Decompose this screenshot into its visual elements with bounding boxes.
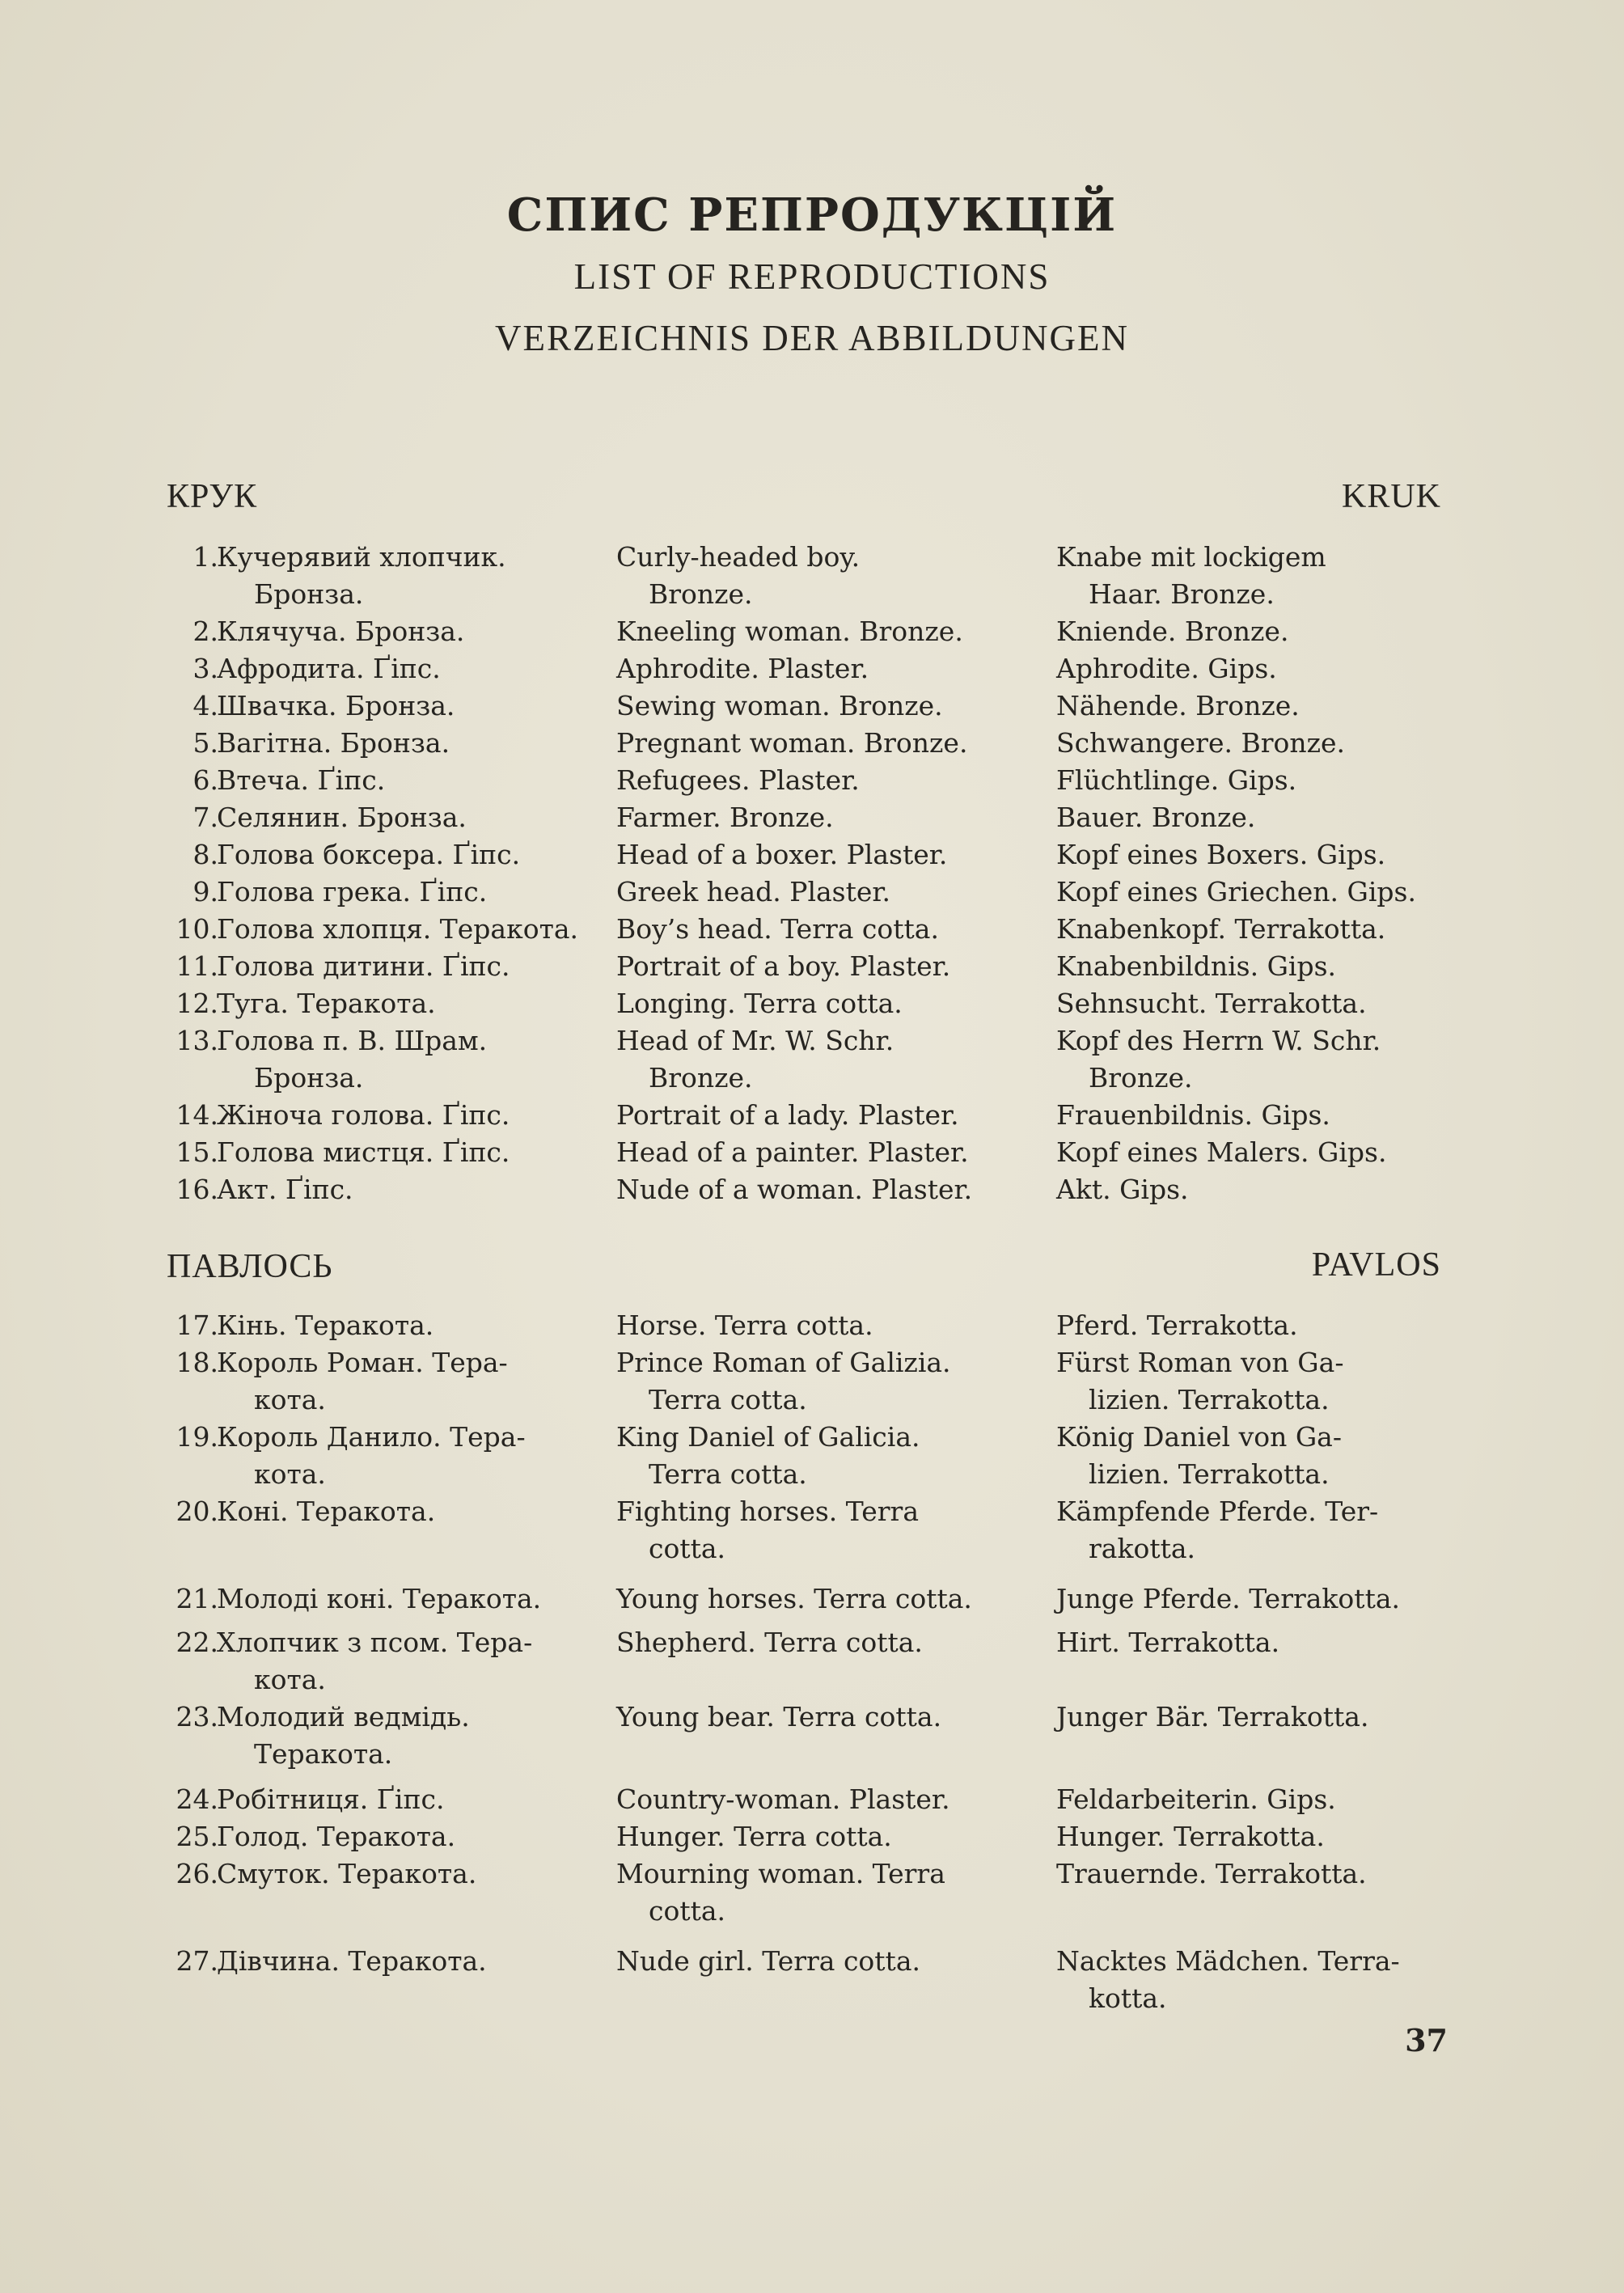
entry-title-ukrainian xyxy=(217,1344,508,1419)
entry-text-line: Nähende. Bronze. xyxy=(1056,690,1300,721)
item-number: 4. xyxy=(192,690,218,721)
entry-text-line: Trauernde. Terrakotta. xyxy=(1056,1858,1367,1889)
entry-text-line: Hunger. Terrakotta. xyxy=(1056,1821,1325,1852)
entry-text-line: кота. xyxy=(254,1458,326,1490)
entry-title-german xyxy=(1056,1171,1189,1208)
entry-title-german xyxy=(1056,1307,1298,1344)
entry-title-ukrainian xyxy=(217,836,520,874)
entry-title-german xyxy=(1056,1580,1400,1618)
entry-text-line: Prince Roman of Galizia. xyxy=(616,1347,951,1378)
entry-text-line: Голова боксера. Ґіпс. xyxy=(217,839,521,870)
entry-text-line: Смуток. Теракота. xyxy=(217,1858,477,1889)
entry-text-line: Коні. Теракота. xyxy=(217,1496,436,1527)
entry-title-german xyxy=(1056,539,1326,613)
item-number: 15. xyxy=(176,1136,218,1168)
entry-text-line: Bronze. xyxy=(649,1062,753,1094)
entry-title-english xyxy=(616,725,967,762)
entry-text-line: Робітниця. Ґіпс. xyxy=(217,1783,445,1815)
item-number: 1. xyxy=(192,541,218,573)
entry-title-ukrainian xyxy=(217,1699,470,1773)
entry-text-line: Голова дитини. Ґіпс. xyxy=(217,950,510,982)
item-number: 18. xyxy=(176,1347,218,1378)
entry-title-german xyxy=(1056,650,1277,687)
item-number: 16. xyxy=(176,1174,218,1205)
entry-title-english xyxy=(616,687,943,725)
entry-title-ukrainian xyxy=(217,650,441,687)
entry-title-english xyxy=(616,1580,972,1618)
entry-text-line: Aphrodite. Gips. xyxy=(1056,653,1277,684)
item-number: 13. xyxy=(176,1025,218,1056)
item-number: 21. xyxy=(176,1583,218,1614)
entry-title-german xyxy=(1056,1781,1336,1818)
entry-text-line: Knabe mit lockigem xyxy=(1056,541,1326,573)
entry-title-ukrainian xyxy=(217,911,578,948)
entry-text-line: Head of Mr. W. Schr. xyxy=(616,1025,894,1056)
entry-title-english xyxy=(616,948,950,985)
entry-text-line: Акт. Ґіпс. xyxy=(217,1174,353,1205)
entry-text-line: Young horses. Terra cotta. xyxy=(616,1583,972,1614)
entry-text-line: Голова хлопця. Теракота. xyxy=(217,913,578,945)
entry-title-ukrainian xyxy=(217,948,510,985)
entry-text-line: Kniende. Bronze. xyxy=(1056,616,1289,647)
entry-title-english xyxy=(616,1855,945,1930)
entry-text-line: Frauenbildnis. Gips. xyxy=(1056,1099,1330,1131)
item-number: 5. xyxy=(192,727,218,759)
item-number: 2. xyxy=(192,616,218,647)
entry-title-ukrainian xyxy=(217,1171,353,1208)
entry-text-line: Kopf eines Boxers. Gips. xyxy=(1056,839,1386,870)
item-number: 27. xyxy=(176,1945,218,1977)
item-number: 17. xyxy=(176,1309,218,1341)
entry-text-line: lizien. Terrakotta. xyxy=(1089,1384,1330,1415)
entry-title-ukrainian xyxy=(217,1419,526,1493)
entry-text-line: кота. xyxy=(254,1664,326,1695)
entry-text-line: Sehnsucht. Terrakotta. xyxy=(1056,988,1367,1019)
item-number: 23. xyxy=(176,1701,218,1732)
entry-title-german xyxy=(1056,1493,1378,1567)
entry-title-ukrainian xyxy=(217,1580,541,1618)
entry-text-line: Молодий ведмідь. xyxy=(217,1701,470,1732)
entry-text-line: kotta. xyxy=(1089,1982,1167,2014)
entry-title-english xyxy=(616,1493,919,1567)
entry-text-line: Kopf des Herrn W. Schr. xyxy=(1056,1025,1381,1056)
entry-text-line: Селянин. Бронза. xyxy=(217,802,467,833)
entry-title-ukrainian xyxy=(217,1097,510,1134)
entry-text-line: Голова грека. Ґіпс. xyxy=(217,876,488,907)
entry-text-line: Жіноча голова. Ґіпс. xyxy=(217,1099,510,1131)
entry-text-line: Кінь. Теракота. xyxy=(217,1309,434,1341)
item-number: 24. xyxy=(176,1783,218,1815)
entry-title-ukrainian xyxy=(217,613,464,650)
entry-text-line: Longing. Terra cotta. xyxy=(616,988,903,1019)
entry-text-line: Farmer. Bronze. xyxy=(616,802,834,833)
entry-text-line: Kneeling woman. Bronze. xyxy=(616,616,963,647)
entry-title-german xyxy=(1056,911,1385,948)
item-number: 9. xyxy=(192,876,218,907)
title-block xyxy=(0,184,1624,369)
entry-text-line: Молоді коні. Теракота. xyxy=(217,1583,542,1614)
entry-title-german xyxy=(1056,1419,1342,1493)
entry-text-line: Швачка. Бронза. xyxy=(217,690,455,721)
entry-title-german xyxy=(1056,948,1336,985)
entry-text-line: lizien. Terrakotta. xyxy=(1089,1458,1330,1490)
entry-title-english xyxy=(616,1171,972,1208)
item-number: 20. xyxy=(176,1496,218,1527)
entry-text-line: cotta. xyxy=(649,1895,726,1927)
entry-text-line: Head of a boxer. Plaster. xyxy=(616,839,948,870)
entry-title-english xyxy=(616,1943,920,1980)
entry-text-line: Flüchtlinge. Gips. xyxy=(1056,764,1297,796)
entry-title-ukrainian xyxy=(217,725,450,762)
entry-title-english xyxy=(616,1307,873,1344)
entry-title-ukrainian xyxy=(217,1493,435,1530)
entry-text-line: Афродита. Ґіпс. xyxy=(217,653,441,684)
entry-title-english xyxy=(616,613,963,650)
entry-text-line: Король Роман. Тера- xyxy=(217,1347,508,1378)
entry-title-german xyxy=(1056,725,1345,762)
entry-title-english xyxy=(616,762,860,799)
entry-text-line: Schwangere. Bronze. xyxy=(1056,727,1346,759)
title-german: VERZEICHNIS DER ABBILDUNGEN xyxy=(495,318,1129,358)
item-number: 11. xyxy=(176,950,218,982)
entry-title-ukrainian xyxy=(217,687,455,725)
entry-text-line: Туга. Теракота. xyxy=(217,988,436,1019)
entry-title-ukrainian xyxy=(217,1134,510,1171)
entry-title-german xyxy=(1056,1022,1381,1097)
entry-title-english xyxy=(616,650,869,687)
item-number: 14. xyxy=(176,1099,218,1131)
entry-text-line: Kopf eines Griechen. Gips. xyxy=(1056,876,1416,907)
entry-title-ukrainian xyxy=(217,762,385,799)
entry-text-line: Horse. Terra cotta. xyxy=(616,1309,873,1341)
entry-title-english xyxy=(616,1419,920,1493)
entry-text-line: Country-woman. Plaster. xyxy=(616,1783,950,1815)
item-number: 26. xyxy=(176,1858,218,1889)
entry-title-german xyxy=(1056,1855,1367,1893)
entry-text-line: Король Данило. Тера- xyxy=(217,1421,526,1453)
entry-title-english xyxy=(616,1699,941,1736)
entry-text-line: Curly-headed boy. xyxy=(616,541,861,573)
entry-text-line: Втеча. Ґіпс. xyxy=(217,764,386,796)
entry-text-line: Aphrodite. Plaster. xyxy=(616,653,869,684)
entry-text-line: Nude girl. Terra cotta. xyxy=(616,1945,920,1977)
entry-title-english xyxy=(616,799,834,836)
entry-text-line: Refugees. Plaster. xyxy=(616,764,860,796)
entry-title-ukrainian xyxy=(217,799,467,836)
item-number: 25. xyxy=(176,1821,218,1852)
entry-text-line: Greek head. Plaster. xyxy=(616,876,891,907)
entry-text-line: Бронза. xyxy=(254,578,364,610)
entry-text-line: Клячуча. Бронза. xyxy=(217,616,465,647)
entry-title-ukrainian xyxy=(217,1818,455,1855)
section-name-ukrainian: ПАВЛОСЬ xyxy=(167,1248,333,1285)
entry-text-line: Terra cotta. xyxy=(649,1458,807,1490)
entry-text-line: Sewing woman. Bronze. xyxy=(616,690,943,721)
entry-text-line: Теракота. xyxy=(254,1738,393,1770)
entry-title-ukrainian xyxy=(217,985,436,1022)
entry-text-line: Дівчина. Теракота. xyxy=(217,1945,487,1977)
entry-text-line: Junge Pferde. Terrakotta. xyxy=(1056,1583,1400,1614)
entry-title-ukrainian xyxy=(217,1943,487,1980)
entry-text-line: Akt. Gips. xyxy=(1056,1174,1189,1205)
entry-text-line: Кучерявий хлопчик. xyxy=(217,541,506,573)
entry-title-english xyxy=(616,911,939,948)
entry-text-line: кота. xyxy=(254,1384,326,1415)
entry-text-line: Portrait of a lady. Plaster. xyxy=(616,1099,959,1131)
entry-title-english xyxy=(616,985,903,1022)
entry-title-english xyxy=(616,539,860,613)
item-number: 8. xyxy=(192,839,218,870)
entry-title-ukrainian xyxy=(217,1781,444,1818)
entry-title-english xyxy=(616,1344,951,1419)
entry-text-line: Shepherd. Terra cotta. xyxy=(616,1627,923,1658)
entry-text-line: Бронза. xyxy=(254,1062,364,1094)
entry-text-line: Kämpfende Pferde. Ter- xyxy=(1056,1496,1379,1527)
entry-text-line: Fürst Roman von Ga- xyxy=(1056,1347,1344,1378)
entry-text-line: Junger Bär. Terrakotta. xyxy=(1056,1701,1369,1732)
entry-text-line: Head of a painter. Plaster. xyxy=(616,1136,969,1168)
entry-title-english xyxy=(616,1818,892,1855)
entry-text-line: Голод. Теракота. xyxy=(217,1821,456,1852)
entry-text-line: rakotta. xyxy=(1089,1533,1195,1564)
entry-text-line: Feldarbeiterin. Gips. xyxy=(1056,1783,1336,1815)
entry-text-line: Голова мистця. Ґіпс. xyxy=(217,1136,510,1168)
section-name-latin: PAVLOS xyxy=(1311,1246,1441,1284)
entry-title-german xyxy=(1056,1943,1400,2017)
entry-text-line: Knabenkopf. Terrakotta. xyxy=(1056,913,1386,945)
entry-title-german xyxy=(1056,762,1296,799)
entry-text-line: König Daniel von Ga- xyxy=(1056,1421,1343,1453)
item-number: 6. xyxy=(192,764,218,796)
item-number: 3. xyxy=(192,653,218,684)
entry-text-line: Mourning woman. Terra xyxy=(616,1858,945,1889)
entry-title-ukrainian xyxy=(217,1307,433,1344)
page-number: 37 xyxy=(1405,2022,1448,2058)
entry-title-english xyxy=(616,1624,923,1661)
entry-title-english xyxy=(616,1022,894,1097)
item-number: 19. xyxy=(176,1421,218,1453)
entry-text-line: Fighting horses. Terra xyxy=(616,1496,919,1527)
entry-text-line: Хлопчик з псом. Тера- xyxy=(217,1627,533,1658)
entry-title-german xyxy=(1056,1699,1368,1736)
entry-title-german xyxy=(1056,613,1288,650)
entry-text-line: Hunger. Terra cotta. xyxy=(616,1821,892,1852)
entry-title-english xyxy=(616,874,890,911)
entry-text-line: Hirt. Terrakotta. xyxy=(1056,1627,1280,1658)
entry-text-line: Pregnant woman. Bronze. xyxy=(616,727,968,759)
entry-title-ukrainian xyxy=(217,1022,487,1097)
item-number: 10. xyxy=(176,913,218,945)
entry-text-line: Haar. Bronze. xyxy=(1089,578,1275,610)
entry-text-line: Kopf eines Malers. Gips. xyxy=(1056,1136,1387,1168)
entry-text-line: Boy’s head. Terra cotta. xyxy=(616,913,939,945)
entry-title-german xyxy=(1056,687,1300,725)
entry-title-german xyxy=(1056,799,1255,836)
entry-title-german xyxy=(1056,1134,1386,1171)
entry-text-line: Young bear. Terra cotta. xyxy=(616,1701,942,1732)
title-english: LIST OF REPRODUCTIONS xyxy=(573,256,1051,297)
entry-text-line: Bronze. xyxy=(649,578,753,610)
entry-text-line: Bronze. xyxy=(1089,1062,1193,1094)
entry-title-english xyxy=(616,836,947,874)
item-number: 12. xyxy=(176,988,218,1019)
entry-title-english xyxy=(616,1097,959,1134)
entry-title-german xyxy=(1056,836,1385,874)
entry-title-german xyxy=(1056,985,1367,1022)
entry-text-line: Nacktes Mädchen. Terra- xyxy=(1056,1945,1400,1977)
entry-text-line: Bauer. Bronze. xyxy=(1056,802,1256,833)
entry-text-line: Голова п. В. Шрам. xyxy=(217,1025,488,1056)
entry-title-ukrainian xyxy=(217,1855,476,1893)
entry-title-ukrainian xyxy=(217,1624,532,1699)
section-name-ukrainian: КРУК xyxy=(167,478,258,515)
title-ukrainian: СПИС РЕПРОДУКЦІЙ xyxy=(506,188,1118,242)
entry-title-german xyxy=(1056,1624,1279,1661)
entry-title-german xyxy=(1056,874,1416,911)
entry-text-line: Pferd. Terrakotta. xyxy=(1056,1309,1298,1341)
entry-title-german xyxy=(1056,1818,1325,1855)
item-number: 22. xyxy=(176,1627,218,1658)
entry-title-english xyxy=(616,1134,969,1171)
entry-text-line: Nude of a woman. Plaster. xyxy=(616,1174,973,1205)
entry-title-german xyxy=(1056,1097,1330,1134)
entry-text-line: Terra cotta. xyxy=(649,1384,807,1415)
entry-title-english xyxy=(616,1781,950,1818)
entry-text-line: King Daniel of Galicia. xyxy=(616,1421,920,1453)
entry-text-line: Knabenbildnis. Gips. xyxy=(1056,950,1337,982)
section-name-latin: KRUK xyxy=(1341,478,1441,515)
entry-title-german xyxy=(1056,1344,1343,1419)
entry-text-line: cotta. xyxy=(649,1533,726,1564)
entry-title-ukrainian xyxy=(217,539,506,613)
entry-text-line: Вагітна. Бронза. xyxy=(217,727,450,759)
item-number: 7. xyxy=(192,802,218,833)
entry-title-ukrainian xyxy=(217,874,487,911)
entry-text-line: Portrait of a boy. Plaster. xyxy=(616,950,951,982)
